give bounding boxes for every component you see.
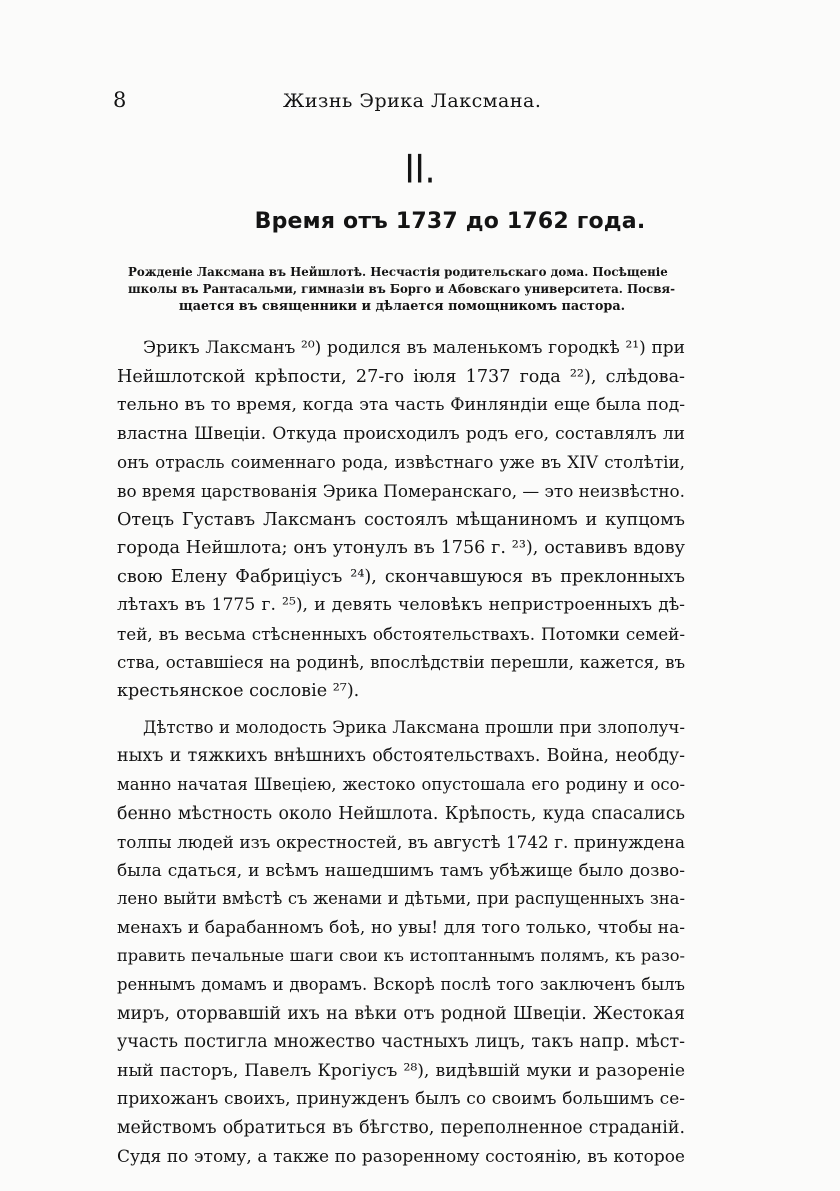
text-line: править печальные шаги свои къ истоптаннымъ полямъ, къ разо- [117, 946, 685, 966]
paragraph-1 [117, 334, 685, 706]
text-line: города Нейшлота; онъ утонулъ въ 1756 г. ²³), оставивъ вдову [117, 538, 685, 559]
text-line: крестьянское сословіе ²⁷). [117, 681, 360, 702]
text-line: ства, оставшіеся на родинѣ, впослѣдствіи перешли, кажется, въ [117, 652, 685, 672]
chapter-title: Время отъ 1737 до 1762 года. [254, 209, 646, 234]
text-line: менахъ и барабанномъ боѣ, но увы! для того только, чтобы на- [117, 917, 685, 938]
running-head [113, 88, 693, 118]
running-title: Жизнь Эрика Лаксмана. [283, 90, 542, 112]
text-line: Дѣтство и молодость Эрика Лаксмана прошли при злополуч- [143, 717, 685, 737]
text-line: ный пасторъ, Павелъ Крогіусъ ²⁸), видѣвшій муки и разореніе [117, 1060, 685, 1081]
chapter-summary [128, 264, 676, 315]
text-line: реннымъ домамъ и дворамъ. Вскорѣ послѣ того заключенъ былъ [117, 975, 685, 995]
text-line: лѣтахъ въ 1775 г. ²⁵), и девять человѣкъ непристроенныхъ дѣ- [117, 595, 685, 616]
text-line: Эрикъ Лаксманъ ²⁰) родился въ маленькомъ городкѣ ²¹) при [143, 338, 685, 358]
page-number: 8 [113, 88, 127, 112]
body-text [117, 334, 685, 1171]
text-line: тельно въ то время, когда эта часть Финляндіи еще была под- [117, 395, 685, 416]
text-line: тей, въ весьма стѣсненныхъ обстоятельствахъ. Потомки семей- [117, 623, 685, 644]
text-line: лено выйти вмѣстѣ съ женами и дѣтьми, при распущенныхъ зна- [117, 889, 685, 909]
text-line: мействомъ обратиться въ бѣгство, переполненное страданій. [117, 1118, 685, 1139]
text-line: бенно мѣстность около Нейшлота. Крѣпость, куда спасались [117, 803, 685, 824]
text-line: свою Елену Фабриціусъ ²⁴), скончавшуюся въ преклонныхъ [117, 566, 685, 587]
text-line: Нейшлотской крѣпости, 27-го іюля 1737 года ²²), слѣдова- [117, 366, 685, 387]
text-line: прихожанъ своихъ, принужденъ былъ со своимъ большимъ се- [117, 1089, 685, 1110]
text-line: участь постигла множество частныхъ лицъ, такъ напр. мѣст- [117, 1032, 685, 1053]
summary-line: щается въ священники и дѣлается помощникомъ пастора. [178, 299, 626, 314]
text-line: Судя по этому, а также по разоренному состоянію, въ которое [117, 1146, 685, 1167]
paragraph-2 [117, 714, 685, 1172]
text-line: властна Швеціи. Откуда происходилъ родъ его, составлялъ ли [117, 423, 685, 444]
summary-line: школы въ Рантасальми, гимназіи въ Борго и Абовскаго университета. Посвя- [128, 282, 676, 296]
text-line: толпы людей изъ окрестностей, въ августѣ 1742 г. принуждена [117, 832, 685, 853]
summary-line: Рожденіе Лаксмана въ Нейшлотѣ. Несчастія родительскаго дома. Посѣщеніе [128, 265, 668, 279]
text-line: манно начатая Швеціею, жестоко опустошала его родину и осо- [117, 774, 685, 794]
chapter-number: II. [404, 147, 436, 193]
text-line: миръ, оторвавшій ихъ на вѣки отъ родной Швеціи. Жестокая [117, 1003, 685, 1024]
text-line: была сдаться, и всѣмъ нашедшимъ тамъ убѣжище было дозво- [117, 860, 685, 881]
text-line: во время царствованія Эрика Померанскаго, — это неизвѣстно. [117, 480, 685, 501]
text-line: онъ отрасль соименнаго рода, извѣстнаго уже въ XIV столѣтіи, [117, 452, 685, 473]
text-line: ныхъ и тяжкихъ внѣшнихъ обстоятельствахъ. Война, необду- [117, 746, 685, 767]
text-line: Отецъ Густавъ Лаксманъ состоялъ мѣщаниномъ и купцомъ [117, 509, 685, 530]
